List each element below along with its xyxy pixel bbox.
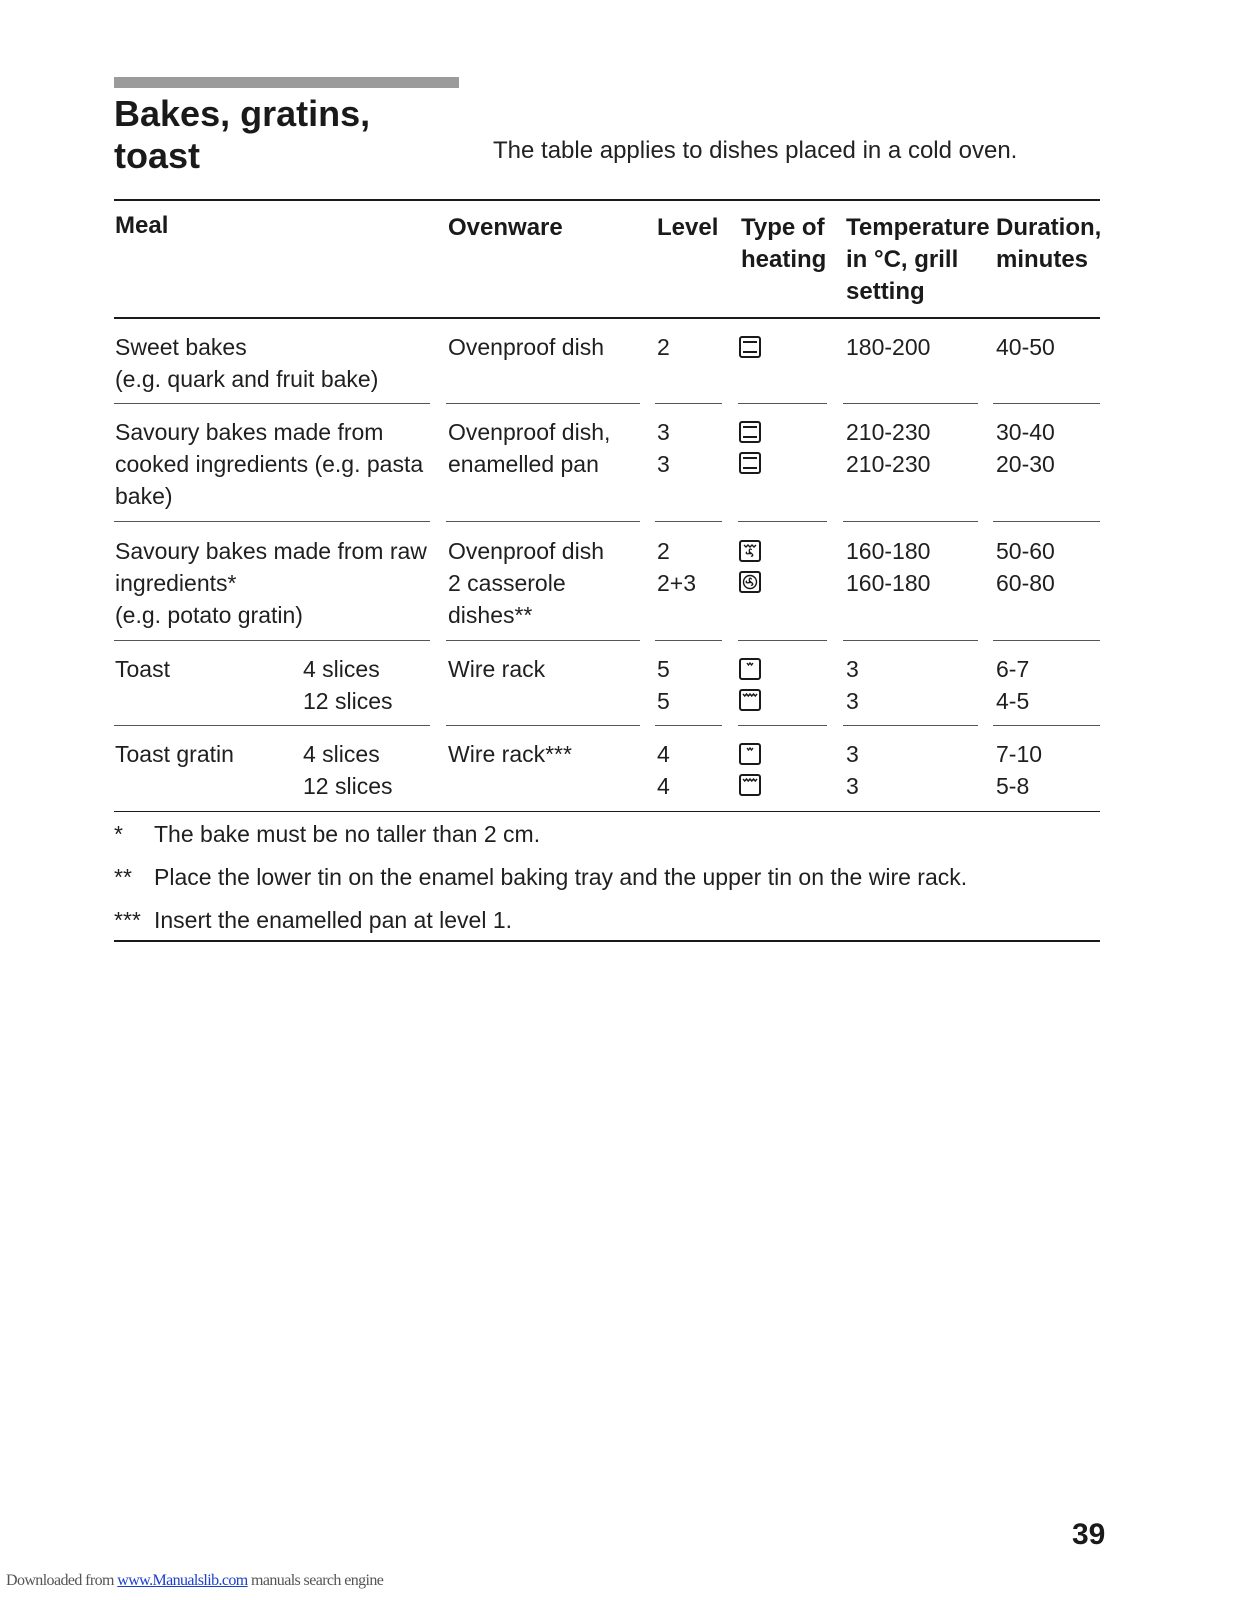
footnote-text: The bake must be no taller than 2 cm. bbox=[154, 821, 541, 847]
table-row-2-temperature bbox=[846, 416, 930, 480]
temperature-value: 3 bbox=[846, 741, 859, 767]
row-separator bbox=[738, 521, 827, 522]
table-row-1-ovenware bbox=[448, 331, 604, 363]
table-row-3-temperature bbox=[846, 535, 930, 599]
header-duration bbox=[996, 212, 1101, 276]
row-separator bbox=[738, 403, 827, 404]
level-value: 3 bbox=[657, 451, 670, 477]
row-separator bbox=[738, 725, 827, 726]
header-type-of-heating-line: Type of bbox=[741, 214, 825, 241]
header-type-of-heating-line: heating bbox=[741, 246, 827, 273]
duration-value: 60-80 bbox=[996, 570, 1055, 596]
footnote-mark: *** bbox=[114, 907, 141, 933]
meal-line: (e.g. quark and fruit bake) bbox=[115, 366, 379, 392]
duration-value: 30-40 bbox=[996, 419, 1055, 445]
hot-air-icon bbox=[739, 571, 761, 593]
level-value: 2 bbox=[657, 334, 670, 360]
table-row-3-level bbox=[657, 535, 696, 599]
duration-value: 6-7 bbox=[996, 656, 1030, 682]
manualslib-link[interactable]: www.Manualslib.com bbox=[117, 1572, 248, 1589]
row-separator bbox=[446, 521, 640, 522]
table-row-5-meal bbox=[115, 738, 234, 770]
header-temperature-line: Temperature bbox=[846, 214, 990, 241]
level-value: 5 bbox=[657, 656, 670, 682]
row-separator bbox=[843, 725, 978, 726]
meal-line: cooked ingredients (e.g. pasta bbox=[115, 451, 424, 477]
header-duration-line: Duration, bbox=[996, 214, 1102, 241]
table-row-2-level bbox=[657, 416, 670, 480]
header-temperature-line: in °C, grill bbox=[846, 246, 959, 273]
footnote-mark: * bbox=[114, 821, 123, 847]
row-separator bbox=[655, 725, 722, 726]
temperature-value: 3 bbox=[846, 656, 859, 682]
duration-value: 40-50 bbox=[996, 334, 1055, 360]
footnotes-bottom-rule bbox=[114, 940, 1100, 942]
header-temperature-line: setting bbox=[846, 278, 925, 305]
row-separator bbox=[114, 521, 430, 522]
table-row-4-ovenware bbox=[448, 653, 545, 685]
header-temperature bbox=[846, 212, 990, 308]
row-separator bbox=[446, 403, 640, 404]
row-separator bbox=[655, 403, 722, 404]
table-row-2-meal bbox=[115, 416, 423, 512]
ovenware-line: Wire rack*** bbox=[448, 741, 572, 767]
circulated-air-grill-icon bbox=[739, 540, 761, 562]
temperature-value: 210-230 bbox=[846, 419, 931, 445]
row-separator bbox=[446, 725, 640, 726]
level-value: 4 bbox=[657, 741, 670, 767]
footnote-mark: ** bbox=[114, 864, 132, 890]
table-row-5-level bbox=[657, 738, 670, 802]
table-row-1-meal bbox=[115, 331, 378, 395]
small-grill-icon bbox=[739, 743, 761, 765]
meal-line: Sweet bakes bbox=[115, 334, 247, 360]
row-separator bbox=[114, 725, 430, 726]
row-separator bbox=[738, 640, 827, 641]
duration-value: 20-30 bbox=[996, 451, 1055, 477]
full-grill-icon bbox=[739, 774, 761, 796]
table-row-1-temperature bbox=[846, 331, 930, 363]
meal-line: Toast bbox=[115, 656, 170, 682]
table-bottom-rule bbox=[114, 811, 1100, 812]
table-row-1-duration bbox=[996, 331, 1055, 363]
ovenware-line: Ovenproof dish bbox=[448, 538, 604, 564]
row-separator bbox=[446, 640, 640, 641]
footnote-2 bbox=[114, 862, 967, 892]
level-value: 5 bbox=[657, 688, 670, 714]
ovenware-line: dishes** bbox=[448, 602, 533, 628]
row-separator bbox=[843, 521, 978, 522]
intro-text: The table applies to dishes placed in a cold oven. bbox=[493, 137, 1018, 164]
top-bottom-heat-icon bbox=[739, 336, 761, 358]
full-grill-icon bbox=[739, 689, 761, 711]
ovenware-line: Wire rack bbox=[448, 656, 546, 682]
table-row-3-meal bbox=[115, 535, 427, 631]
table-row-5-duration bbox=[996, 738, 1042, 802]
level-value: 2+3 bbox=[657, 570, 697, 596]
table-top-rule bbox=[114, 199, 1100, 201]
table-row-4-level bbox=[657, 653, 670, 717]
section-title-bar bbox=[114, 77, 459, 88]
top-bottom-heat-icon bbox=[739, 421, 761, 443]
table-row-4-quantity bbox=[303, 653, 392, 717]
footer-suffix: manuals search engine bbox=[247, 1572, 384, 1589]
row-separator bbox=[843, 403, 978, 404]
duration-value: 4-5 bbox=[996, 688, 1030, 714]
table-row-4-temperature bbox=[846, 653, 859, 717]
row-separator bbox=[993, 403, 1100, 404]
level-value: 3 bbox=[657, 419, 670, 445]
table-row-2-duration bbox=[996, 416, 1055, 480]
footnote-1 bbox=[114, 819, 540, 849]
header-type-of-heating bbox=[741, 212, 826, 276]
top-bottom-heat-icon bbox=[739, 452, 761, 474]
duration-value: 7-10 bbox=[996, 741, 1043, 767]
temperature-value: 180-200 bbox=[846, 334, 931, 360]
header-duration-line: minutes bbox=[996, 246, 1089, 273]
temperature-value: 160-180 bbox=[846, 538, 931, 564]
quantity-value: 4 slices bbox=[303, 741, 380, 767]
quantity-value: 12 slices bbox=[303, 773, 393, 799]
quantity-value: 4 slices bbox=[303, 656, 380, 682]
meal-line: bake) bbox=[115, 483, 173, 509]
level-value: 2 bbox=[657, 538, 670, 564]
ovenware-line: Ovenproof dish bbox=[448, 334, 604, 360]
table-header-rule bbox=[114, 317, 1100, 319]
table-row-5-ovenware bbox=[448, 738, 572, 770]
table-row-1-level bbox=[657, 331, 670, 363]
temperature-value: 160-180 bbox=[846, 570, 931, 596]
footnote-text: Insert the enamelled pan at level 1. bbox=[154, 907, 513, 933]
meal-line: Savoury bakes made from raw bbox=[115, 538, 427, 564]
table-row-3-duration bbox=[996, 535, 1055, 599]
temperature-value: 210-230 bbox=[846, 451, 931, 477]
temperature-value: 3 bbox=[846, 688, 859, 714]
row-separator bbox=[655, 640, 722, 641]
row-separator bbox=[993, 640, 1100, 641]
header-level: Level bbox=[657, 214, 719, 241]
header-meal: Meal bbox=[115, 212, 169, 239]
page-number: 39 bbox=[1072, 1518, 1106, 1551]
table-row-5-quantity bbox=[303, 738, 392, 802]
table-row-4-meal bbox=[115, 653, 170, 685]
meal-line: (e.g. potato gratin) bbox=[115, 602, 303, 628]
level-value: 4 bbox=[657, 773, 670, 799]
small-grill-icon bbox=[739, 658, 761, 680]
header-ovenware: Ovenware bbox=[448, 214, 563, 241]
row-separator bbox=[843, 640, 978, 641]
row-separator bbox=[993, 725, 1100, 726]
table-row-2-ovenware bbox=[448, 416, 610, 480]
quantity-value: 12 slices bbox=[303, 688, 393, 714]
footnote-3 bbox=[114, 905, 512, 935]
meal-line: ingredients* bbox=[115, 570, 237, 596]
row-separator bbox=[655, 521, 722, 522]
ovenware-line: enamelled pan bbox=[448, 451, 599, 477]
meal-line: Toast gratin bbox=[115, 741, 234, 767]
download-footer bbox=[6, 1572, 383, 1590]
meal-line: Savoury bakes made from bbox=[115, 419, 384, 445]
row-separator bbox=[114, 640, 430, 641]
ovenware-line: 2 casserole bbox=[448, 570, 566, 596]
footer-prefix: Downloaded from bbox=[6, 1572, 118, 1589]
temperature-value: 3 bbox=[846, 773, 859, 799]
table-row-4-duration bbox=[996, 653, 1029, 717]
footnote-text: Place the lower tin on the enamel baking tray and the upper tin on the wire rack. bbox=[154, 864, 968, 890]
row-separator bbox=[114, 403, 430, 404]
duration-value: 5-8 bbox=[996, 773, 1030, 799]
table-row-3-ovenware bbox=[448, 535, 604, 631]
page-title: Bakes, gratins, toast bbox=[114, 93, 371, 176]
ovenware-line: Ovenproof dish, bbox=[448, 419, 611, 445]
table-row-5-temperature bbox=[846, 738, 859, 802]
row-separator bbox=[993, 521, 1100, 522]
duration-value: 50-60 bbox=[996, 538, 1055, 564]
